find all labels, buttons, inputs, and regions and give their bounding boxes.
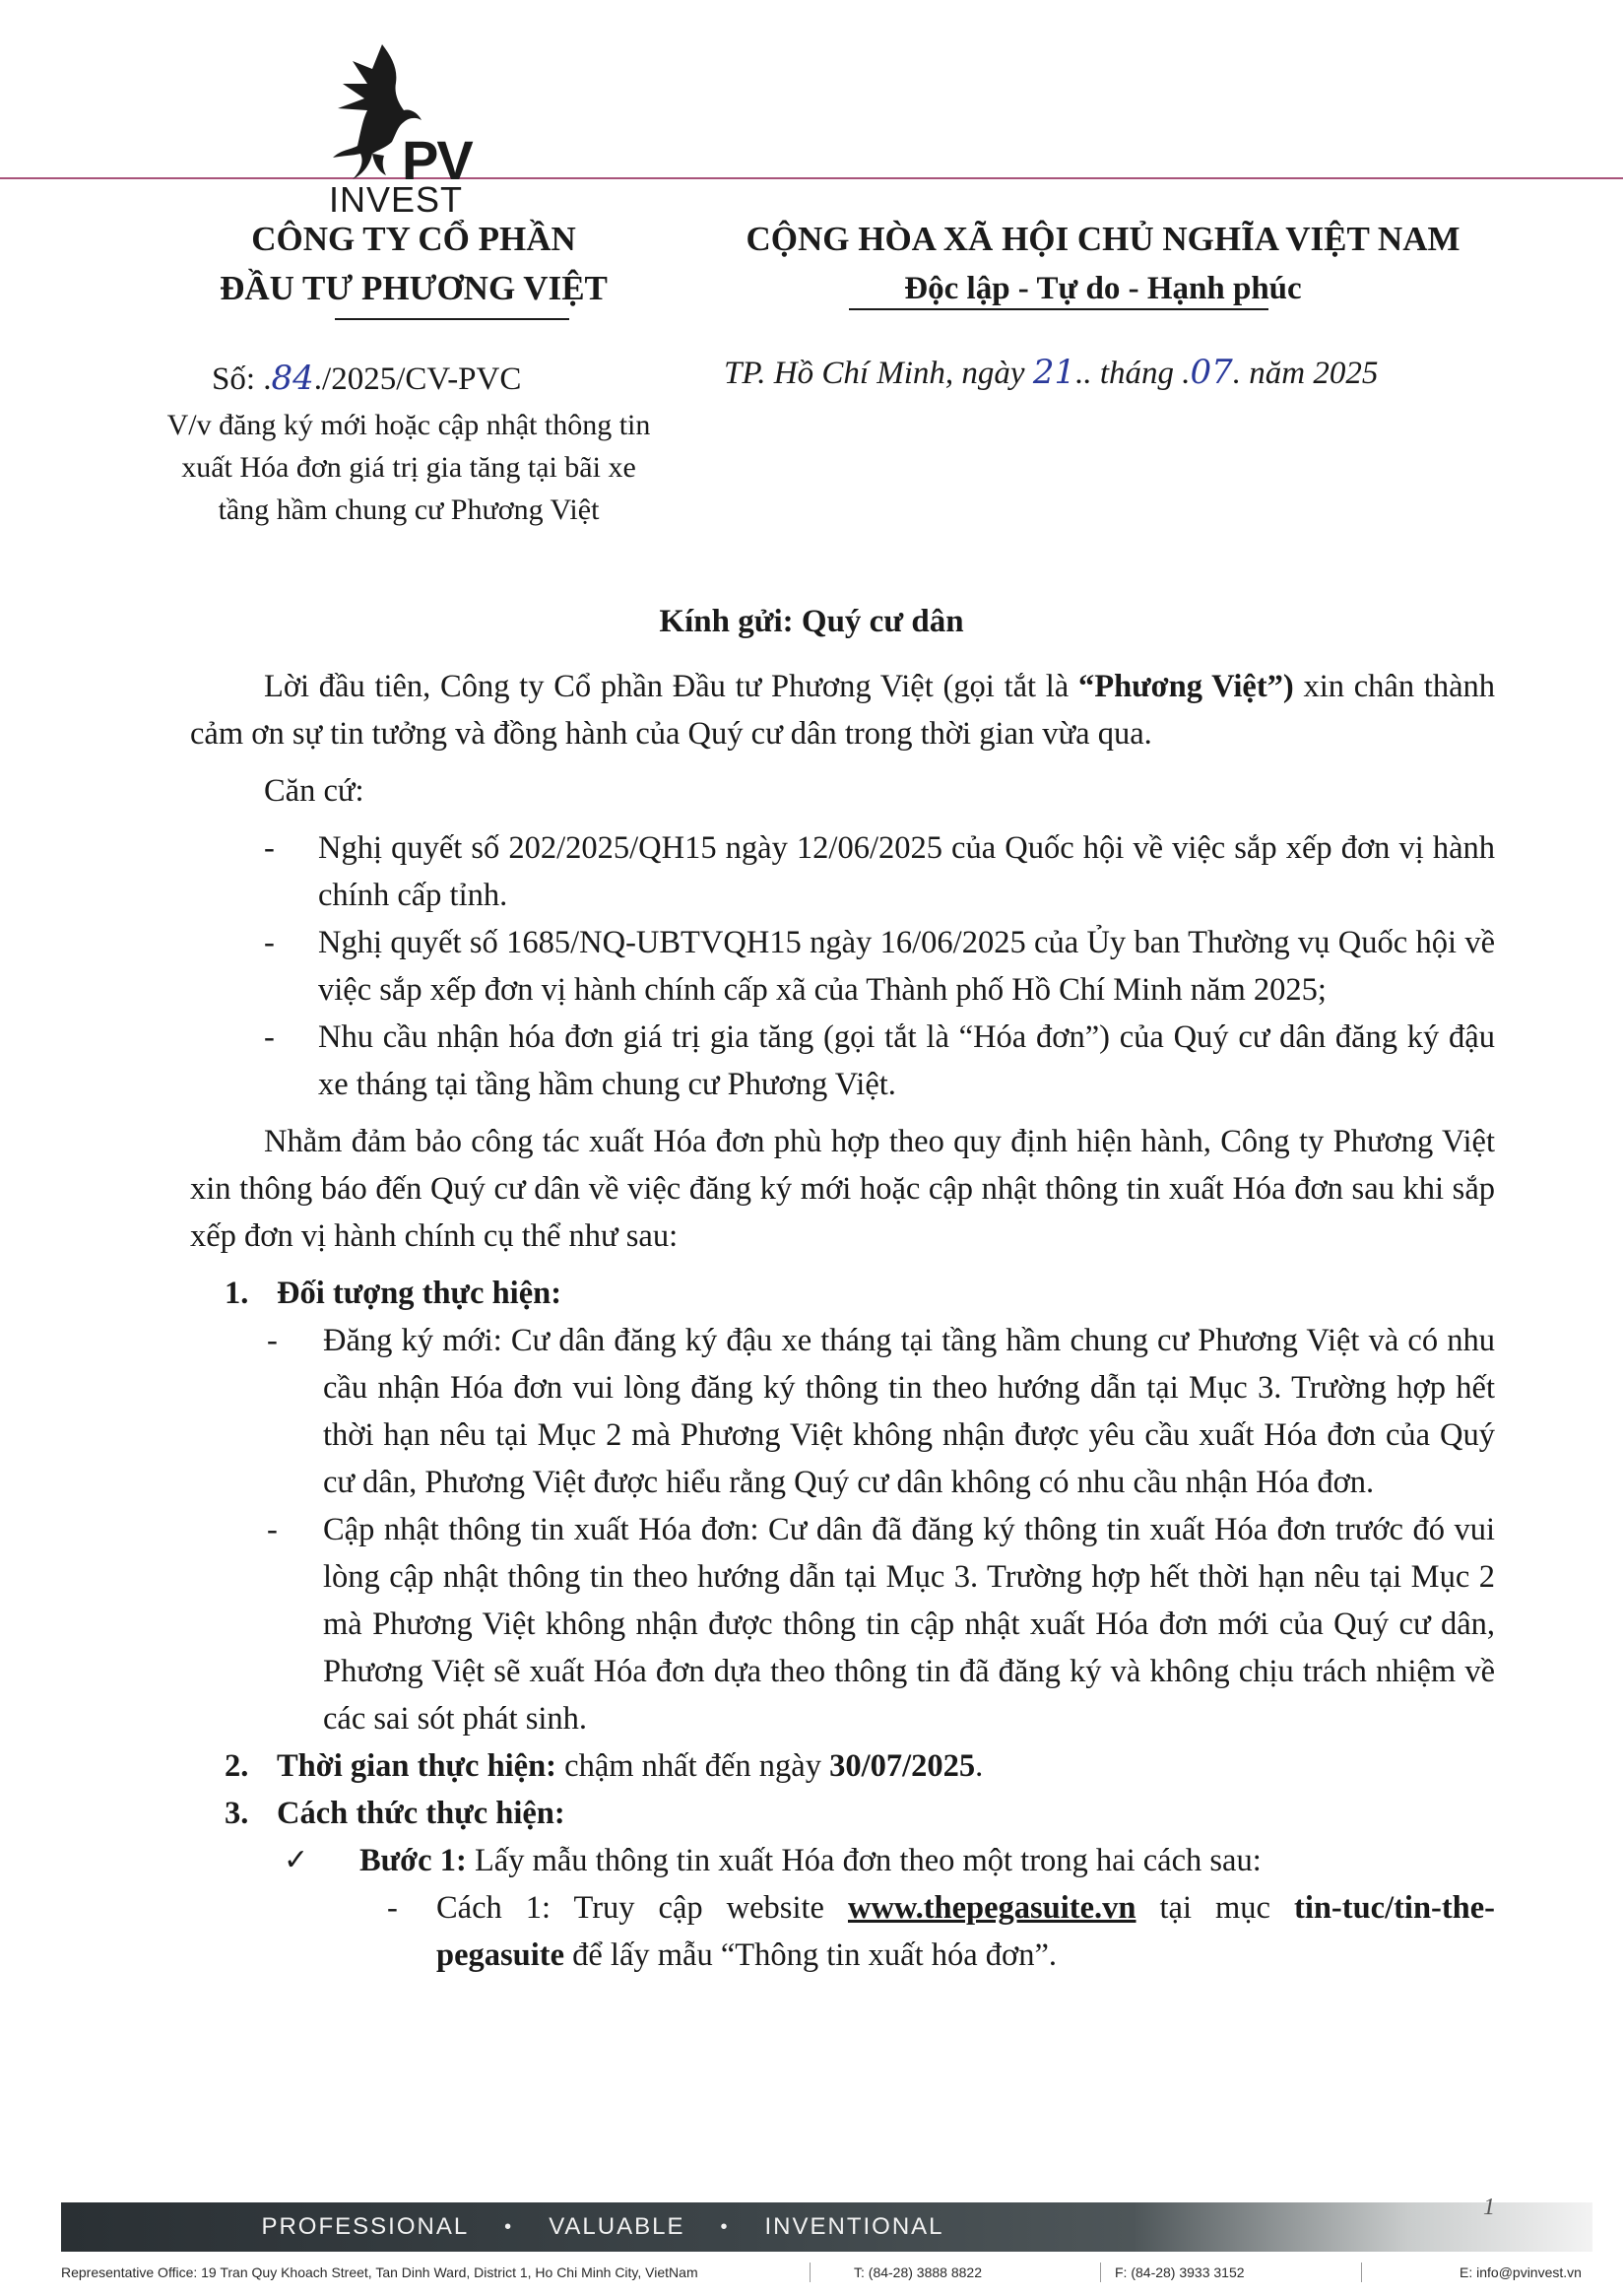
company-name-line2: ĐẦU TƯ PHƯƠNG VIỆT <box>220 269 608 307</box>
national-header <box>689 215 1517 313</box>
logo-name: INVEST <box>329 179 464 220</box>
method-1: - Cách 1: Truy cập website www.thepegasuite.vn tại mục tin-tuc/tin-the-pegasuite để lấy mẫu “Thông tin xuất hóa đơn”. <box>387 1890 1495 1973</box>
purpose-paragraph: Nhằm đảm bảo công tác xuất Hóa đơn phù hợp theo quy định hiện hành, Công ty Phương Việt xin thông báo đến Quý cư dân về việc đăng ký mới hoặc cập nhật thông tin xuất Hóa đơn sau khi sắp xếp đơn vị hành chính cụ thể như sau: <box>190 1124 1495 1254</box>
footer-contact <box>61 2259 1597 2288</box>
national-motto: Độc lập - Tự do - Hạnh phúc <box>904 271 1302 306</box>
website-link[interactable]: www.thepegasuite.vn <box>847 1890 1136 1926</box>
company-name-underline <box>335 318 569 320</box>
footer-email[interactable]: E: info@pvinvest.vn <box>1460 2264 1582 2280</box>
basis-item: - Nghị quyết số 1685/NQ-UBTVQH15 ngày 16/06/2025 của Ủy ban Thường vụ Quốc hội về việc sắp xếp đơn vị hành chính cấp xã của Thành phố Hồ Chí Minh năm 2025; <box>264 925 1495 1008</box>
section-1-item: - Đăng ký mới: Cư dân đăng ký đậu xe tháng tại tầng hầm chung cư Phương Việt và có nhu cầu nhận Hóa đơn vui lòng đăng ký thông tin theo hướng dẫn tại Mục 3. Trường hợp hết thời hạn nêu tại Mục 2 mà Phương Việt không nhận được yêu cầu xuất Hóa đơn của Quý cư dân, Phương Việt được hiểu rằng Quý cư dân không có nhu cầu nhận Hóa đơn. <box>267 1323 1495 1500</box>
section-3-heading: 3. Cách thức thực hiện: <box>225 1796 565 1831</box>
section-2-heading: 2. Thời gian thực hiện: chậm nhất đến ngày 30/07/2025. <box>225 1748 984 1784</box>
handwritten-month: 07 <box>1190 353 1233 392</box>
intro-paragraph: Lời đầu tiên, Công ty Cổ phần Đầu tư Phương Việt (gọi tắt là “Phương Việt”) xin chân thành cảm ơn sự tin tưởng và đồng hành của Quý cư dân trong thời gian vừa qua. <box>190 669 1495 752</box>
checkmark-icon: ✓ <box>284 1843 309 1877</box>
handwritten-number: 84 <box>271 359 314 398</box>
footer-fax: F: (84-28) 3933 3152 <box>1115 2264 1245 2280</box>
footer-band <box>61 2202 1592 2252</box>
document-body <box>190 663 1495 1979</box>
motto-underline <box>849 308 1268 310</box>
document-number: Số: .84./2025/CV-PVC <box>212 359 522 398</box>
salutation: Kính gửi: Quý cư dân <box>659 604 964 639</box>
footer-address: Representative Office: 19 Tran Quy Khoach Street, Tan Dinh Ward, District 1, Ho Chi Minh City, VietNam <box>61 2264 698 2280</box>
document-date: TP. Hồ Chí Minh, ngày 21.. tháng .07. năm 2025 <box>724 353 1379 392</box>
basis-item: - Nghị quyết số 202/2025/QH15 ngày 12/06/2025 của Quốc hội về việc sắp xếp đơn vị hành chính cấp tỉnh. <box>264 830 1495 913</box>
handwritten-day: 21 <box>1032 353 1076 392</box>
basis-heading: Căn cứ: <box>264 773 364 809</box>
footer-phone: T: (84-28) 3888 8822 <box>854 2264 982 2280</box>
footer-tagline: PROFESSIONAL • VALUABLE • INVENTIONAL <box>261 2213 944 2240</box>
section-1-heading: 1. Đối tượng thực hiện: <box>225 1276 562 1311</box>
national-title: CỘNG HÒA XÃ HỘI CHỦ NGHĨA VIỆT NAM <box>746 220 1461 258</box>
section-1-item: - Cập nhật thông tin xuất Hóa đơn: Cư dân đã đăng ký thông tin xuất Hóa đơn trước đó vui lòng cập nhật thông tin theo hướng dẫn tại Mục 3. Trường hợp hết thời hạn nêu tại Mục 2 mà Phương Việt không nhận được thông tin cập nhật xuất Hóa đơn mới của Quý cư dân, Phương Việt sẽ xuất Hóa đơn dựa theo thông tin đã đăng ký và không chịu trách nhiệm về các sai sót phát sinh. <box>267 1512 1495 1737</box>
basis-item: - Nhu cầu nhận hóa đơn giá trị gia tăng (gọi tắt là “Hóa đơn”) của Quý cư dân đăng ký đậu xe tháng tại tầng hầm chung cư Phương Việt. <box>264 1019 1495 1102</box>
company-name-line1: CÔNG TY CỔ PHẦN <box>251 220 576 258</box>
company-name <box>138 215 689 313</box>
company-logo <box>313 39 472 227</box>
step-1: ✓ Bước 1: Lấy mẫu thông tin xuất Hóa đơn theo một trong hai cách sau: <box>190 1837 1495 1884</box>
header-rule <box>0 177 1623 179</box>
page-number: 1 <box>1483 2195 1495 2220</box>
document-subject: V/v đăng ký mới hoặc cập nhật thông tin xuất Hóa đơn giá trị gia tăng tại bãi xe tầng hầm chung cư Phương Việt <box>166 409 651 526</box>
logo-mark: PV <box>402 129 472 191</box>
